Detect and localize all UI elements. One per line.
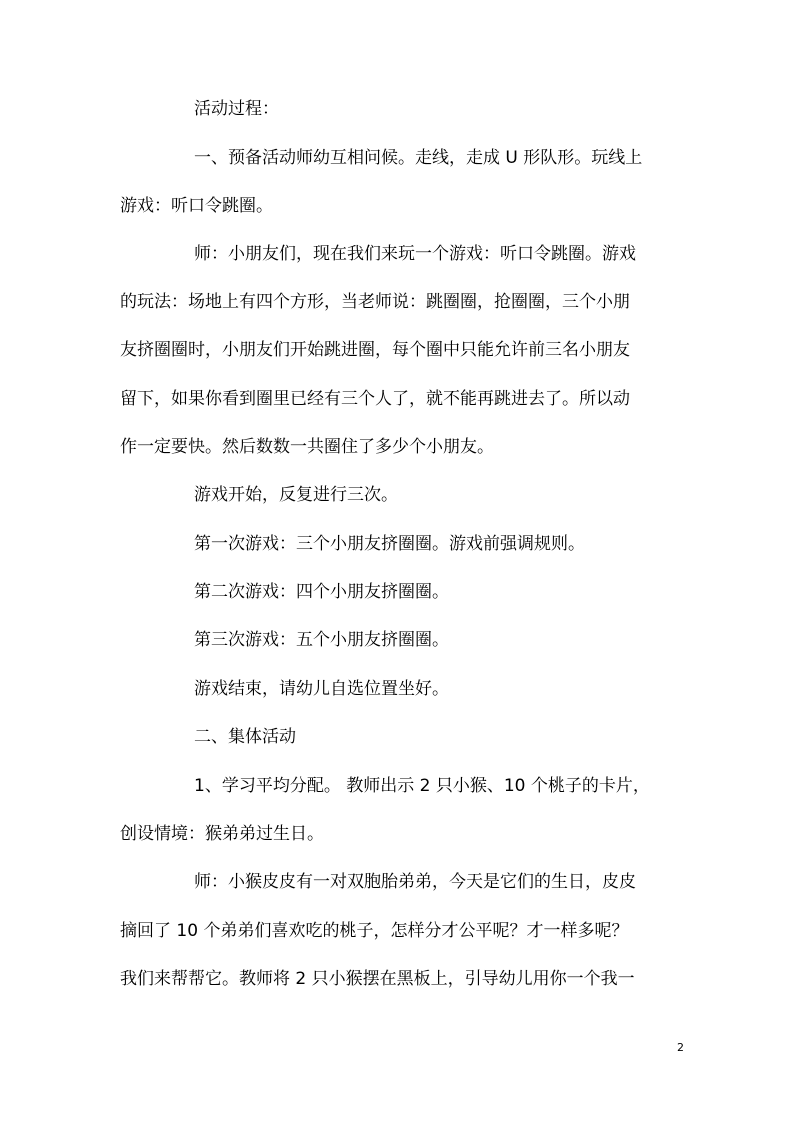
part1-heading-line1: 一、预备活动师幼互相问候。走线，走成 U 形队形。玩线上 bbox=[194, 148, 643, 168]
teacher-paragraph-line: 友挤圈圈时，小朋友们开始跳进圈，每个圈中只能允许前三名小朋友 bbox=[120, 340, 630, 360]
game-round-line: 第一次游戏：三个小朋友挤圈圈。游戏前强调规则。 bbox=[194, 534, 585, 554]
part2-item1-line1: 1、学习平均分配。 教师出示 2 只小猴、10 个桃子的卡片， bbox=[194, 776, 650, 796]
part2-heading: 二、集体活动 bbox=[194, 727, 296, 747]
teacher-paragraph-line: 师：小朋友们，现在我们来玩一个游戏：听口令跳圈。游戏 bbox=[194, 244, 636, 264]
teacher-paragraph-line: 师：小猴皮皮有一对双胞胎弟弟，今天是它们的生日，皮皮 bbox=[194, 872, 636, 892]
teacher-paragraph-line: 我们来帮帮它。教师将 2 只小猴摆在黑板上，引导幼儿用你一个我一 bbox=[120, 969, 635, 989]
teacher-paragraph-line: 留下，如果你看到圈里已经有三个人了，就不能再跳进去了。所以动 bbox=[120, 389, 630, 409]
teacher-paragraph-line: 作一定要快。然后数数一共圈住了多少个小朋友。 bbox=[120, 437, 494, 457]
section-title: 活动过程： bbox=[194, 99, 279, 119]
part2-item1-line2: 创设情境：猴弟弟过生日。 bbox=[120, 824, 324, 844]
game-round-line: 第三次游戏：五个小朋友挤圈圈。 bbox=[194, 630, 449, 650]
teacher-paragraph-line: 摘回了 10 个弟弟们喜欢吃的桃子，怎样分才公平呢？才一样多呢？ bbox=[120, 921, 629, 941]
part1-heading-line2: 游戏：听口令跳圈。 bbox=[120, 196, 273, 216]
teacher-paragraph-line: 的玩法：场地上有四个方形，当老师说：跳圈圈，抢圈圈，三个小朋 bbox=[120, 292, 630, 312]
game-start-line: 游戏开始，反复进行三次。 bbox=[194, 485, 398, 505]
game-end-line: 游戏结束，请幼儿自选位置坐好。 bbox=[194, 679, 449, 699]
game-round-line: 第二次游戏：四个小朋友挤圈圈。 bbox=[194, 582, 449, 602]
page-number: 2 bbox=[677, 1041, 684, 1054]
